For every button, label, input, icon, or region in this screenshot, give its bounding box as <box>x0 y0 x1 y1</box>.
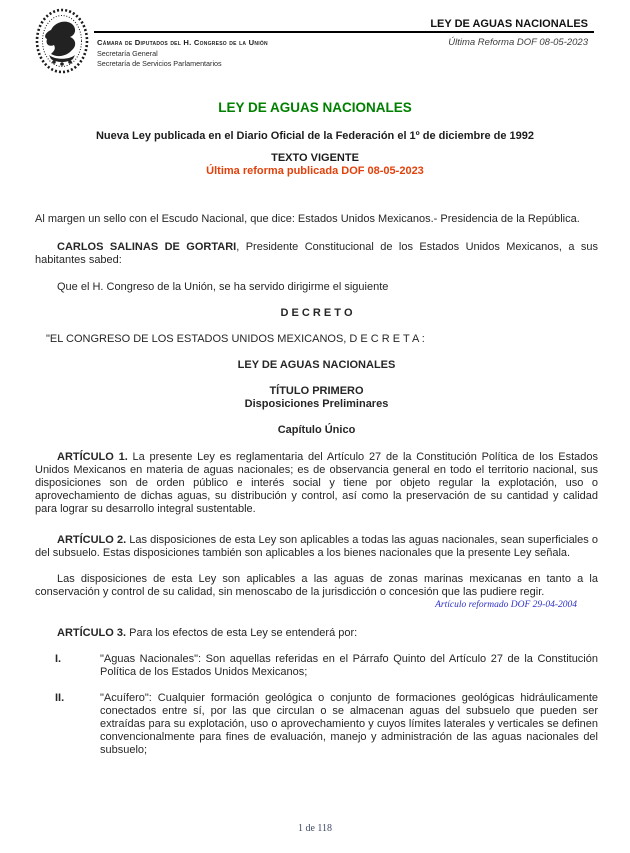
letterhead <box>97 39 268 68</box>
law-main-title: LEY DE AGUAS NACIONALES <box>218 100 412 115</box>
president-rest: , Presidente Constitucional de los Estados Unidos Mexicanos, a sus habitantes sabed: <box>35 241 599 266</box>
article-2-text: Las disposiciones de esta Ley son aplicables a todas las aguas nacionales, sean superficiales o del subsuelo. Estas disposiciones también son aplicables a los bienes nacionales que la presente Ley señala. <box>35 534 598 559</box>
definition-1-text: "Aguas Nacionales": Son aquellas referidas en el Párrafo Quinto del Artículo 27 de la Constitución Política de los Estados Unidos Mexicanos; <box>100 653 598 678</box>
title-heading: TÍTULO PRIMERO <box>269 385 364 397</box>
status-label: TEXTO VIGENTE <box>271 152 359 164</box>
president-name: CARLOS SALINAS DE GORTARI <box>57 241 237 253</box>
org-secretariat-general: Secretaría General <box>97 48 158 58</box>
publication-note: Nueva Ley publicada en el Diario Oficial de la Federación el 1º de diciembre de 1992 <box>95 130 535 142</box>
article-1 <box>35 451 598 516</box>
document-body <box>35 213 598 757</box>
article-2-label: ARTÍCULO 2. <box>57 534 127 546</box>
definition-2-numeral: II. <box>55 692 65 704</box>
paragraph-president <box>35 241 598 267</box>
article-3-label: ARTÍCULO 3. <box>57 627 127 639</box>
reform-notice: Última reforma publicada DOF 08-05-2023 <box>206 165 424 177</box>
article-2-reform-note: Artículo reformado DOF 29-04-2004 <box>435 600 577 610</box>
definition-1-numeral: I. <box>55 653 62 665</box>
article-2-paragraph-2: Las disposiciones de esta Ley son aplicables a las aguas de zonas marinas mexicanas en tanto a la conservación y control de su calidad, sin menoscabo de la jurisdicción o concesión que las pudiere regir. <box>35 573 598 598</box>
header-doc-title: LEY DE AGUAS NACIONALES <box>430 18 588 30</box>
article-3-text: Para los efectos de esta Ley se entenderá por: <box>126 627 358 639</box>
chapter-heading: Capítulo Único <box>277 424 356 436</box>
header-divider <box>94 31 594 33</box>
article-1-label: ARTÍCULO 1. <box>57 451 128 463</box>
org-name: Cámara de Diputados del H. Congreso de la Unión <box>97 38 268 47</box>
definition-2-text: "Acuífero": Cualquier formación geológica o conjunto de formaciones geológicas hidráulicamente conectados entre sí, por las que circulan o se almacenan aguas del subsuelo que pueden ser extraídas para su explotación, uso o aprovechamiento y cuyos límites laterales y verticales se definen convencionalmente para fines de evaluación, manejo y administración de las aguas nacionales del subsuelo; <box>100 692 598 756</box>
decree-heading: D E C R E T O <box>280 307 353 319</box>
header-spacer <box>0 0 630 100</box>
article-3 <box>35 627 598 640</box>
article-2 <box>35 534 598 560</box>
law-title-heading: LEY DE AGUAS NACIONALES <box>237 359 396 371</box>
decree-line: "EL CONGRESO DE LOS ESTADOS UNIDOS MEXICANOS, D E C R E T A : <box>46 333 425 345</box>
definition-item-2 <box>35 692 598 757</box>
title-subheading: Disposiciones Preliminares <box>244 398 389 410</box>
article-1-text: La presente Ley es reglamentaria del Artículo 27 de la Constitución Política de los Estados Unidos Mexicanos en materia de aguas nacionales; es de observancia general en todo el territorio nacional, sus disposiciones son de orden público e interés social y tiene por objeto regular la explotación, uso o aprovechamiento de dichas aguas, su distribución y control, así como la preservación de su cantidad y calidad para lograr su desarrollo integral sustentable. <box>35 451 598 515</box>
paragraph-congress: Que el H. Congreso de la Unión, se ha servido dirigirme el siguiente <box>57 281 389 293</box>
org-secretariat-services: Secretaría de Servicios Parlamentarios <box>97 59 222 68</box>
header-last-reform: Última Reforma DOF 08-05-2023 <box>448 37 588 48</box>
page-number: 1 de 118 <box>297 823 333 834</box>
coat-of-arms-logo <box>35 8 89 74</box>
paragraph-seal: Al margen un sello con el Escudo Nacional, que dice: Estados Unidos Mexicanos.- Presidencia de la República. <box>35 213 580 225</box>
definition-item-1 <box>35 653 598 679</box>
